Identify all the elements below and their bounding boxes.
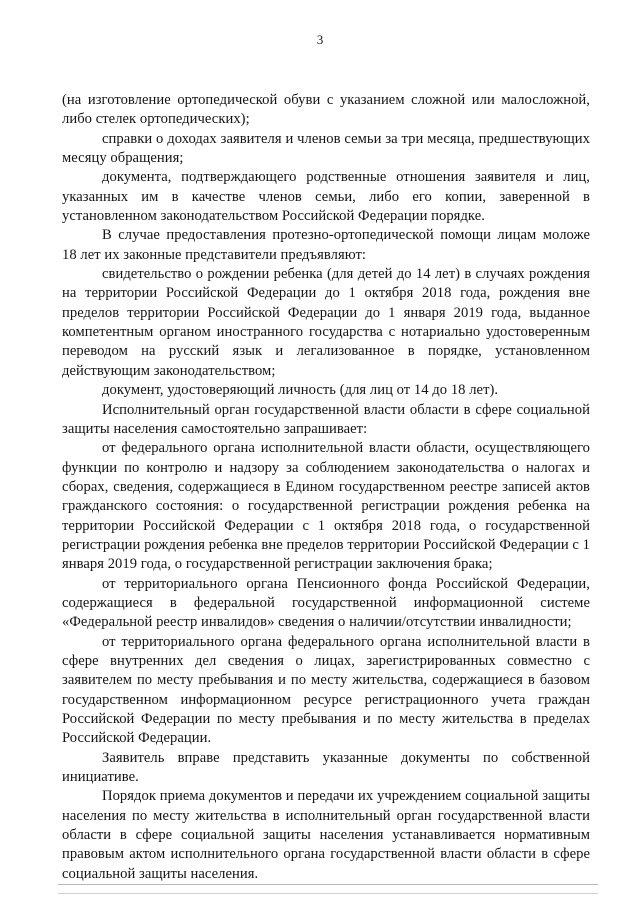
scan-edge-line [58,884,598,885]
paragraph: документ, удостоверяющий личность (для лиц от 14 до 18 лет). [102,382,499,399]
paragraph: Заявитель вправе представить указанные документы по собственной инициативе. [62,749,590,786]
paragraph: Порядок приема документов и передачи их учреждением социальной защиты населения по месту жительства в исполнительный орган государственной власти области в сфере социальной защиты населения устанавливается нормативным правовым актом исполнительного органа государственной власти области в сфере социальной защиты населения. [62,788,590,882]
paragraph: В случае предоставления протезно-ортопедической помощи лицам моложе 18 лет их законные представители предъявляют: [62,227,590,263]
paragraph: Исполнительный орган государственной власти области в сфере социальной защиты населения самостоятельно запрашивает: [62,401,590,437]
document-body [62,91,590,884]
scan-edge-line [58,893,598,894]
paragraph: (на изготовление ортопедической обуви с указанием сложной или малосложной, либо стелек ортопедических); [62,92,590,128]
paragraph: от территориального органа федерального органа исполнительной власти в сфере внутренних дел сведения о лицах, зарегистрированных совместно с заявителем по месту пребывания и по месту жительства, содержащиеся в базовом государственном информационном ресурсе регистрационного учета граждан Российской Федерации по месту пребывания и по месту жительства в пределах Российской Федерации. [62,633,590,747]
paragraph: свидетельство о рождении ребенка (для детей до 14 лет) в случаях рождения на территории Российской Федерации до 1 октября 2018 года, рождения вне пределов территории Российской Федерации до 1 января 2019 года, выданное компетентным органом иностранного государства с нотариально удостоверенным переводом на русский язык и легализованное в порядке, установленном действующим законодательством; [62,266,590,379]
paragraph: от территориального органа Пенсионного фонда Российской Федерации, содержащиеся в федеральной государственной информационной системе «Федеральной реестр инвалидов» сведения о наличии/отсутствии инвалидности; [62,575,590,631]
page-number: 3 [316,32,324,47]
paragraph: от федерального органа исполнительной власти области, осуществляющего функции по контролю и надзору за соблюдением законодательства о налогах и сборах, сведения, содержащиеся в Едином государственном реестре записей актов гражданского состояния: о государственной регистрации рождения ребенка на территории Российской Федерации с 1 октября 2018 года, о государственной регистрации рождения ребенка вне пределов территории Российской Федерации с 1 января 2019 года, о государственной регистрации заключения брака; [62,440,590,573]
paragraph: справки о доходах заявителя и членов семьи за три месяца, предшествующих месяцу обращения; [62,130,590,167]
paragraph: документа, подтверждающего родственные отношения заявителя и лиц, указанных им в качестве членов семьи, либо его копии, заверенной в установленном законодательством Российской Федерации порядке. [62,169,590,225]
